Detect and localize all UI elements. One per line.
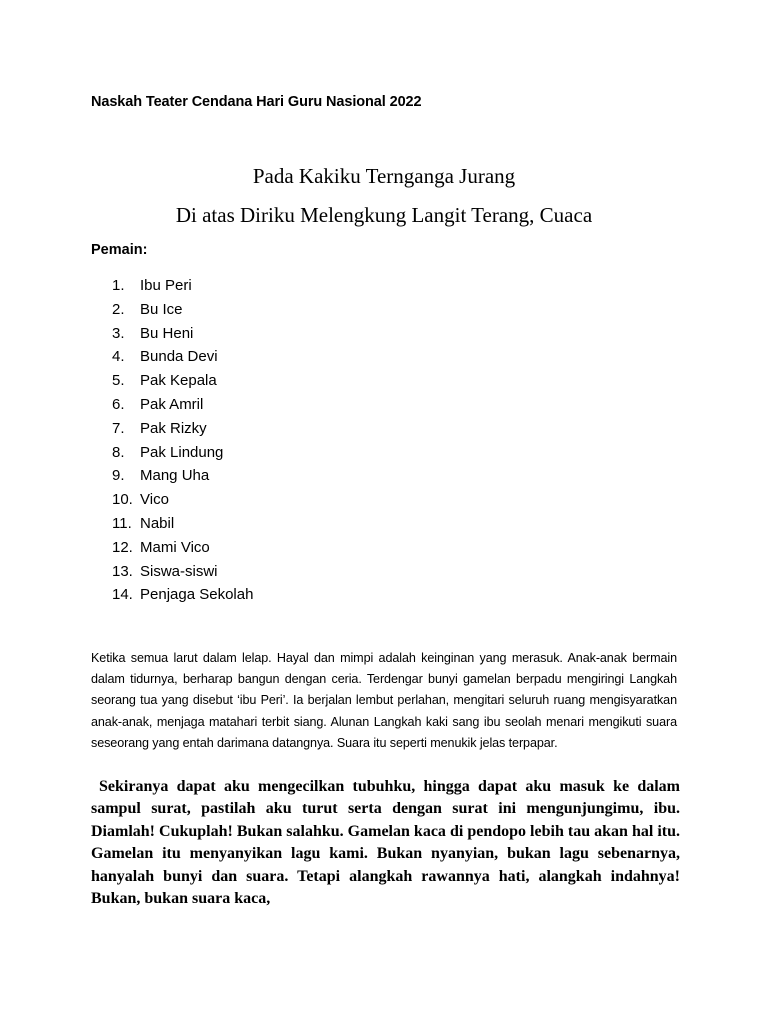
cast-heading: Pemain: [91, 242, 148, 258]
cast-item [112, 441, 253, 465]
cast-number: 12. [112, 538, 133, 556]
cast-item [112, 536, 253, 560]
cast-item [112, 583, 253, 607]
cast-number: 2. [112, 300, 125, 318]
cast-name: Penjaga Sekolah [140, 586, 254, 604]
cast-number: 7. [112, 419, 125, 437]
play-title-line-1: Pada Kakiku Ternganga Jurang [252, 164, 516, 188]
cast-name: Bu Ice [140, 300, 183, 318]
cast-number: 11. [112, 514, 132, 532]
cast-item [112, 274, 253, 298]
cast-name: Pak Lindung [140, 443, 224, 461]
cast-item [112, 464, 253, 488]
cast-number: 9. [112, 467, 125, 485]
cast-number: 4. [112, 348, 125, 366]
cast-name: Siswa-siswi [140, 562, 218, 580]
cast-number: 10. [112, 491, 133, 509]
cast-item [112, 393, 253, 417]
play-title-line-2: Di atas Diriku Melengkung Langit Terang, Cuaca [175, 203, 593, 227]
document-header: Naskah Teater Cendana Hari Guru Nasional 2022 [91, 94, 422, 110]
cast-item [112, 298, 253, 322]
cast-name: Pak Rizky [140, 419, 207, 437]
cast-number: 13. [112, 562, 133, 580]
cast-name: Nabil [140, 514, 175, 532]
cast-number: 5. [112, 372, 125, 390]
cast-name: Pak Amril [140, 395, 204, 413]
cast-name: Pak Kepala [140, 372, 217, 390]
cast-item [112, 417, 253, 441]
stage-direction-paragraph: Ketika semua larut dalam lelap. Hayal dan mimpi adalah keinginan yang merasuk. Anak-anak bermain dalam tidurnya, berharap bangun dengan ceria. Terdengar bunyi gamelan berpadu mengiringi Langkah seorang tua yang disebut ‘ibu Peri’. Ia berjalan lembut perlahan, mengitari seluruh ruang mengisyaratkan anak-anak, menjaga matahari terbit siang. Alunan Langkah kaki sang ibu seolah menari mengikuti suara seseorang yang entah darimana datangnya. Suara itu seperti menukik jelas terpapar. [91, 651, 677, 750]
cast-name: Bunda Devi [140, 348, 218, 366]
cast-number: 8. [112, 443, 125, 461]
cast-name: Mami Vico [140, 538, 210, 556]
cast-item [112, 345, 253, 369]
cast-item [112, 488, 253, 512]
cast-item [112, 512, 253, 536]
cast-number: 3. [112, 324, 125, 342]
cast-item [112, 369, 253, 393]
cast-name: Ibu Peri [140, 277, 192, 294]
cast-number: 14. [112, 586, 133, 604]
cast-list [112, 274, 253, 607]
cast-number: 1. [112, 277, 125, 294]
cast-item [112, 560, 253, 584]
cast-number: 6. [112, 395, 125, 413]
cast-name: Vico [140, 491, 169, 509]
cast-item [112, 322, 253, 346]
cast-name: Mang Uha [140, 467, 210, 485]
cast-name: Bu Heni [140, 324, 194, 342]
monologue-paragraph: Sekiranya dapat aku mengecilkan tubuhku, hingga dapat aku masuk ke dalam sampul surat, pastilah aku turut serta dengan surat ini mengunjungimu, ibu. Diamlah! Cukuplah! Bukan salahku. Gamelan kaca di pendopo lebih tau akan hal itu. Gamelan itu menyanyikan lagu kami. Bukan nyanyian, bukan lagu sebenarnya, hanyalah bunyi dan suara. Tetapi alangkah rawannya hati, alangkah indahnya! Bukan, bukan suara kaca, [91, 778, 680, 908]
